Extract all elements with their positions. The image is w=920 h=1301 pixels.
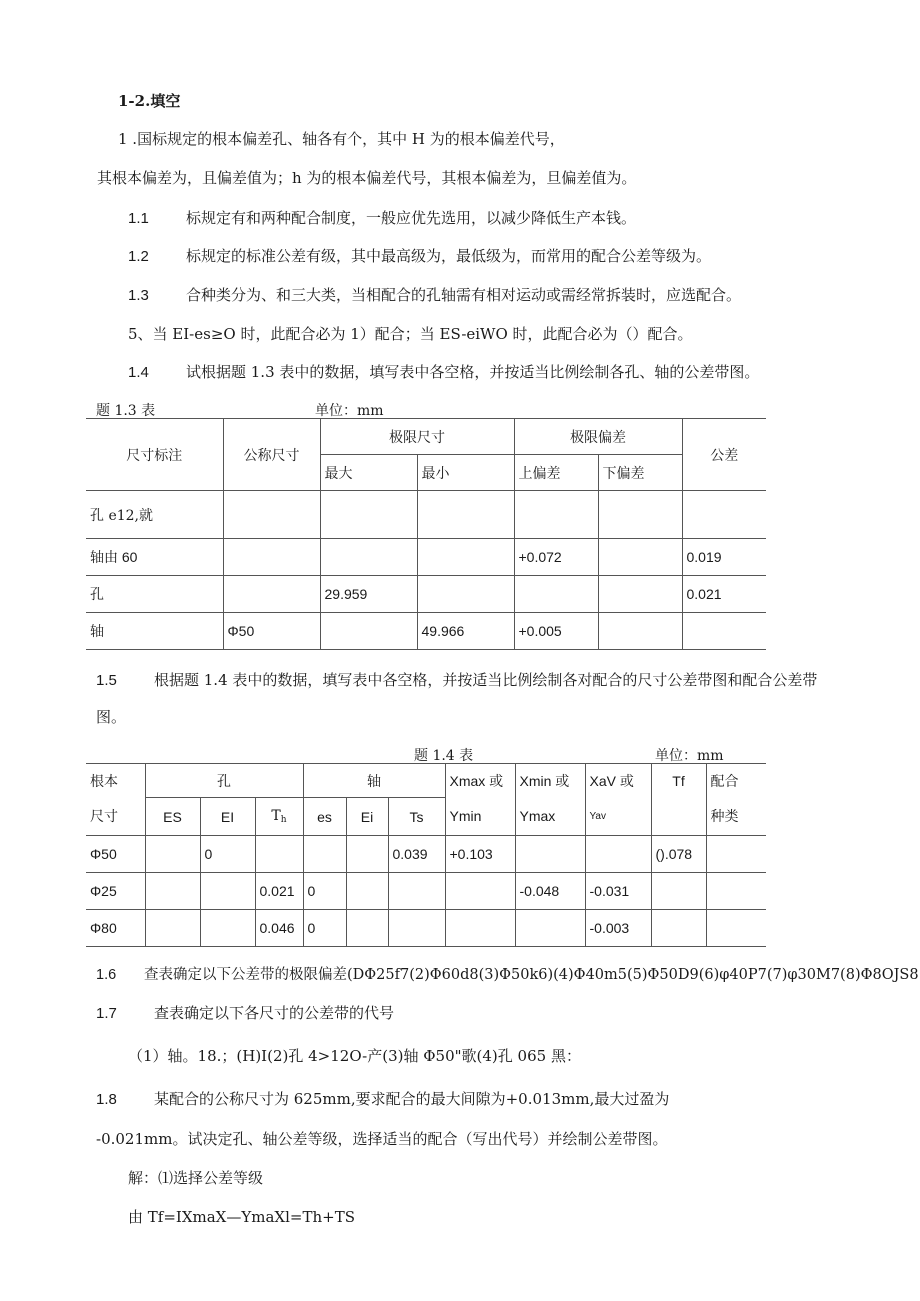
header-tf-blank	[651, 798, 706, 836]
question-text: 合种类分为、和三大类，当相配合的孔轴需有相对运动或需经常拆装时，应选配合。	[186, 286, 742, 304]
header-max: 最大	[320, 455, 417, 491]
table-cell: 49.966	[417, 613, 514, 650]
table-cell: 29.959	[320, 576, 417, 613]
table1-caption: 题 1.3 表	[96, 403, 156, 419]
table-cell: 0.021	[682, 576, 766, 613]
table-row	[86, 576, 766, 613]
table-cell: 0	[303, 910, 346, 947]
header-yav: Yav	[585, 798, 651, 836]
header-Th-sub: h	[280, 815, 287, 825]
table-cell: 0.021	[255, 873, 303, 910]
table-cell: +0.005	[514, 613, 598, 650]
table-cell: -0.003	[585, 910, 651, 947]
header-nominal: 公称尺寸	[223, 419, 320, 491]
table-cell	[651, 873, 706, 910]
header-Ts: Ts	[388, 798, 445, 836]
table-cell	[515, 836, 585, 873]
question-text: 标规定有和两种配合制度，一般应优先选用，以减少降低生产本钱。	[186, 209, 637, 227]
table-cell	[303, 836, 346, 873]
table-cell	[200, 910, 255, 947]
question-1-5	[96, 669, 817, 690]
table-cell	[515, 910, 585, 947]
table-cell: 轴	[86, 613, 223, 650]
table-cell: 0	[200, 836, 255, 873]
header-xmin: Xmin 或	[515, 764, 585, 798]
header-xav: XaV 或	[585, 764, 651, 798]
question-number: 1.3	[128, 287, 149, 304]
question-number: 1.7	[96, 1005, 117, 1022]
question-1-4	[128, 361, 759, 382]
header-min: 最小	[417, 455, 514, 491]
question-1-3	[128, 284, 741, 305]
solution-label: 解：⑴选择公差等级	[128, 1169, 264, 1187]
question-number: 1.6	[96, 967, 117, 983]
header-es: es	[303, 798, 346, 836]
table-cell	[255, 836, 303, 873]
table1-unit: 单位：mm	[315, 403, 384, 419]
header-Th-main: T	[271, 808, 281, 824]
question-1-line2: 其根本偏差为，且偏差值为；h 为的根本偏差代号，其根本偏差为，旦偏差值为。	[97, 169, 637, 187]
table-cell: Φ80	[86, 910, 145, 947]
solution-equation: 由 Tf=IXmaX—YmaXl=Th+TS	[128, 1208, 355, 1226]
table-cell	[346, 873, 388, 910]
table-cell: Φ50	[86, 836, 145, 873]
table-cell	[320, 539, 417, 576]
table-cell: -0.031	[585, 873, 651, 910]
table2-caption: 题 1.4 表	[414, 748, 474, 764]
table-1-3	[86, 418, 766, 650]
header-limit-size: 极限尺寸	[320, 419, 514, 455]
header-ymin: Ymin	[445, 798, 515, 836]
question-1-8	[96, 1088, 669, 1109]
question-number: 1.2	[128, 248, 149, 265]
table-row	[86, 910, 766, 947]
question-1-7	[96, 1002, 394, 1023]
header-ES: ES	[145, 798, 200, 836]
header-ei: Ei	[346, 798, 388, 836]
table-cell	[320, 491, 417, 539]
table-row	[86, 836, 766, 873]
header-upper: 上偏差	[514, 455, 598, 491]
table-cell: 轴由 60	[86, 539, 223, 576]
question-number: 1.4	[128, 364, 149, 381]
table-cell: +0.072	[514, 539, 598, 576]
table-cell	[388, 873, 445, 910]
table-cell	[223, 491, 320, 539]
table-cell: 孔	[86, 576, 223, 613]
question-1-2	[128, 245, 711, 266]
table2-unit: 单位：mm	[655, 748, 724, 764]
header-basic-size: 根本	[86, 764, 145, 798]
table-cell	[388, 910, 445, 947]
table-cell	[682, 491, 766, 539]
table-cell	[651, 910, 706, 947]
table-cell: -0.048	[515, 873, 585, 910]
question-number: 1.1	[128, 210, 149, 227]
question-1-5-cont: 图。	[96, 708, 127, 726]
table-cell	[223, 576, 320, 613]
header-Th	[255, 798, 303, 836]
question-text: 试根据题 1.3 表中的数据，填写表中各空格，并按适当比例绘制各孔、轴的公差带图。	[186, 363, 760, 381]
header-shaft: 轴	[303, 764, 445, 798]
table-cell	[320, 613, 417, 650]
header-EI: EI	[200, 798, 255, 836]
question-1-7-sub: （1）轴。18.；(H)I(2)孔 4>12O-产(3)轴 Φ50"歌(4)孔 065 黑：	[128, 1047, 581, 1065]
table-cell	[514, 576, 598, 613]
table-cell	[223, 539, 320, 576]
table-cell: Φ50	[223, 613, 320, 650]
header-xmax: Xmax 或	[445, 764, 515, 798]
header-fit: 配合	[706, 764, 766, 798]
question-1-line1: 1 .国标规定的根本偏差孔、轴各有个，其中 H 为的根本偏差代号，	[118, 130, 565, 148]
table-cell: Φ25	[86, 873, 145, 910]
table-cell: ().078	[651, 836, 706, 873]
table-cell	[706, 836, 766, 873]
table-cell	[445, 873, 515, 910]
table-cell	[598, 613, 682, 650]
question-5: 5、当 EI-es≥O 时，此配合必为 1）配合；当 ES-eiWO 时，此配合必为（）配合。	[128, 325, 693, 343]
table-cell	[417, 576, 514, 613]
header-ymax: Ymax	[515, 798, 585, 836]
question-1-6	[96, 963, 919, 984]
question-text: 某配合的公称尺寸为 625mm,要求配合的最大间隙为+0.013mm,最大过盈为	[154, 1090, 670, 1108]
table-cell: +0.103	[445, 836, 515, 873]
table-cell: 0.019	[682, 539, 766, 576]
table-cell	[598, 491, 682, 539]
header-tolerance: 公差	[682, 419, 766, 491]
table-cell	[200, 873, 255, 910]
table-cell	[706, 873, 766, 910]
table-row	[86, 491, 766, 539]
question-text: 查表确定以下各尺寸的公差带的代号	[154, 1004, 395, 1022]
header-lower: 下偏差	[598, 455, 682, 491]
table-cell	[417, 539, 514, 576]
question-1-1	[128, 207, 636, 228]
table-cell: 孔 e12,就	[86, 491, 223, 539]
header-fit-2: 种类	[706, 798, 766, 836]
table-cell	[585, 836, 651, 873]
header-size-label: 尺寸标注	[86, 419, 223, 491]
header-limit-deviation: 极限偏差	[514, 419, 682, 455]
table-cell	[445, 910, 515, 947]
table-cell	[706, 910, 766, 947]
question-number: 1.8	[96, 1091, 117, 1108]
table-row	[86, 613, 766, 650]
table-row	[86, 539, 766, 576]
table-cell	[145, 873, 200, 910]
table-cell: 0.046	[255, 910, 303, 947]
header-basic-size-2: 尺寸	[86, 798, 145, 836]
question-1-8-cont: -0.021mm。试决定孔、轴公差等级，选择适当的配合（写出代号）并绘制公差带图。	[96, 1130, 668, 1148]
table-cell	[514, 491, 598, 539]
question-text: 查表确定以下公差带的极限偏差(DΦ25f7(2)Φ60d8(3)Φ50k6)(4)Φ40m5(5)Φ50D9(6)φ40P7(7)φ30M7(8)Φ8OJS8	[144, 967, 919, 983]
question-number: 1.5	[96, 672, 117, 689]
section-heading: 1-2.填空	[118, 92, 181, 110]
header-tf: Tf	[651, 764, 706, 798]
header-hole: 孔	[145, 764, 303, 798]
table-1-4	[86, 763, 766, 947]
table-cell	[346, 836, 388, 873]
table-cell: 0.039	[388, 836, 445, 873]
table-cell	[417, 491, 514, 539]
table-cell	[598, 576, 682, 613]
table-cell	[346, 910, 388, 947]
table-cell	[682, 613, 766, 650]
question-text: 根据题 1.4 表中的数据，填写表中各空格，并按适当比例绘制各对配合的尺寸公差带图和配合公差带	[154, 671, 818, 689]
question-text: 标规定的标准公差有级，其中最高级为，最低级为，而常用的配合公差等级为。	[186, 247, 712, 265]
table-cell	[598, 539, 682, 576]
table-row	[86, 873, 766, 910]
table-cell: 0	[303, 873, 346, 910]
table-cell	[145, 910, 200, 947]
table-cell	[145, 836, 200, 873]
